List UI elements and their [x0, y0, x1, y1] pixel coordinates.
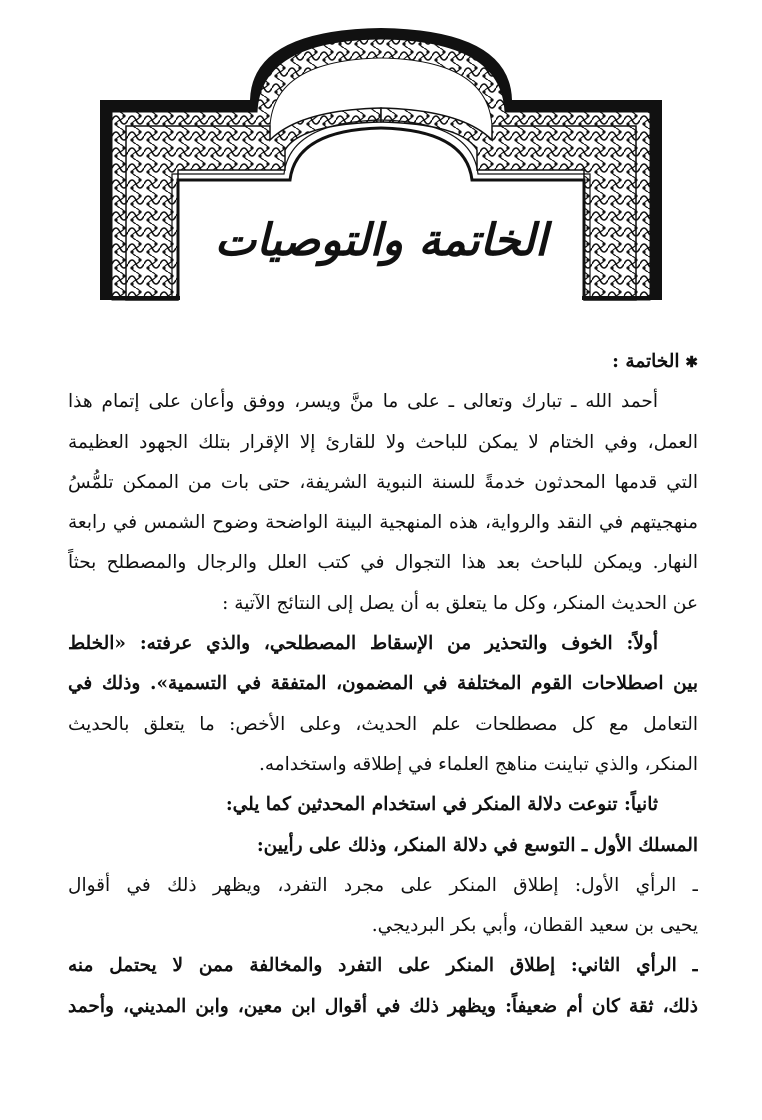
- paragraph-2-line-2: بين اصطلاحات القوم المختلفة في المضمون، المتفقة في التسمية». وذلك في: [68, 673, 698, 695]
- paragraph-6-line-2: ذلك، ثقة كان أم ضعيفاً: ويظهر ذلك في أقوال ابن معين، وابن المديني، وأحمد: [68, 995, 698, 1017]
- chapter-title: الخاتمة والتوصيات: [214, 215, 548, 266]
- paragraph-2-line-1: أولاً: الخوف والتحذير من الإسقاط المصطلحي، والذي عرفته: «الخلط: [68, 633, 658, 655]
- paragraph-1-line-6: عن الحديث المنكر، وكل ما يتعلق به أن يصل إلى النتائج الآتية :: [222, 592, 698, 614]
- section-heading: [68, 342, 698, 382]
- paragraph-3-line-1: ثانياً: تنوعت دلالة المنكر في استخدام المحدثين كما يلي:: [225, 794, 658, 816]
- paragraph-5-line-1: ـ الرأي الأول: إطلاق المنكر على مجرد التفرد، ويظهر ذلك في أقوال: [68, 874, 698, 896]
- paragraphs: [68, 382, 698, 1027]
- paragraph-1-line-3: التي قدمها المحدثون خدمةً للسنة النبوية الشريفة، حتى بات من الممكن تلمُّسُ: [68, 471, 698, 493]
- paragraph-1-line-2: العمل، وفي الختام لا يمكن للباحث ولا للقارئ إلا الإقرار بتلك الجهود العظيمة: [68, 431, 698, 453]
- paragraph-6-line-1: ـ الرأي الثاني: إطلاق المنكر على التفرد والمخالفة ممن لا يحتمل منه: [68, 955, 698, 977]
- paragraph-2-line-3: التعامل مع كل مصطلحات علم الحديث، وعلى الأخص: ما يتعلق بالحديث: [68, 713, 698, 735]
- paragraph-1-line-5: النهار. ويمكن للباحث بعد هذا التجوال في كتب العلل والرجال والمصطلح بحثاً: [68, 552, 698, 574]
- paragraph-4-line-1: المسلك الأول ـ التوسع في دلالة المنكر، وذلك على رأيين:: [256, 834, 698, 856]
- document-body: [68, 342, 698, 1027]
- asterisk-icon: ✱: [685, 353, 698, 371]
- paragraph-1-line-4: منهجيتهم في النقد والرواية، هذه المنهجية البينة الواضحة وضوح الشمس في رابعة: [68, 512, 698, 534]
- paragraph-1-line-1: أحمد الله ـ تبارك وتعالى ـ على ما منَّ ويسر، ووفق وأعان على إتمام هذا: [68, 391, 658, 413]
- paragraph-2-line-4: المنكر، والذي تباينت مناهج العلماء في إطلاقه واستخدامه.: [258, 753, 698, 775]
- ornamental-arch-frame: [0, 0, 762, 330]
- paragraph-5-line-2: يحيى بن سعيد القطان، وأبي بكر البرديجي.: [371, 915, 698, 937]
- section-heading-text: الخاتمة :: [612, 351, 680, 372]
